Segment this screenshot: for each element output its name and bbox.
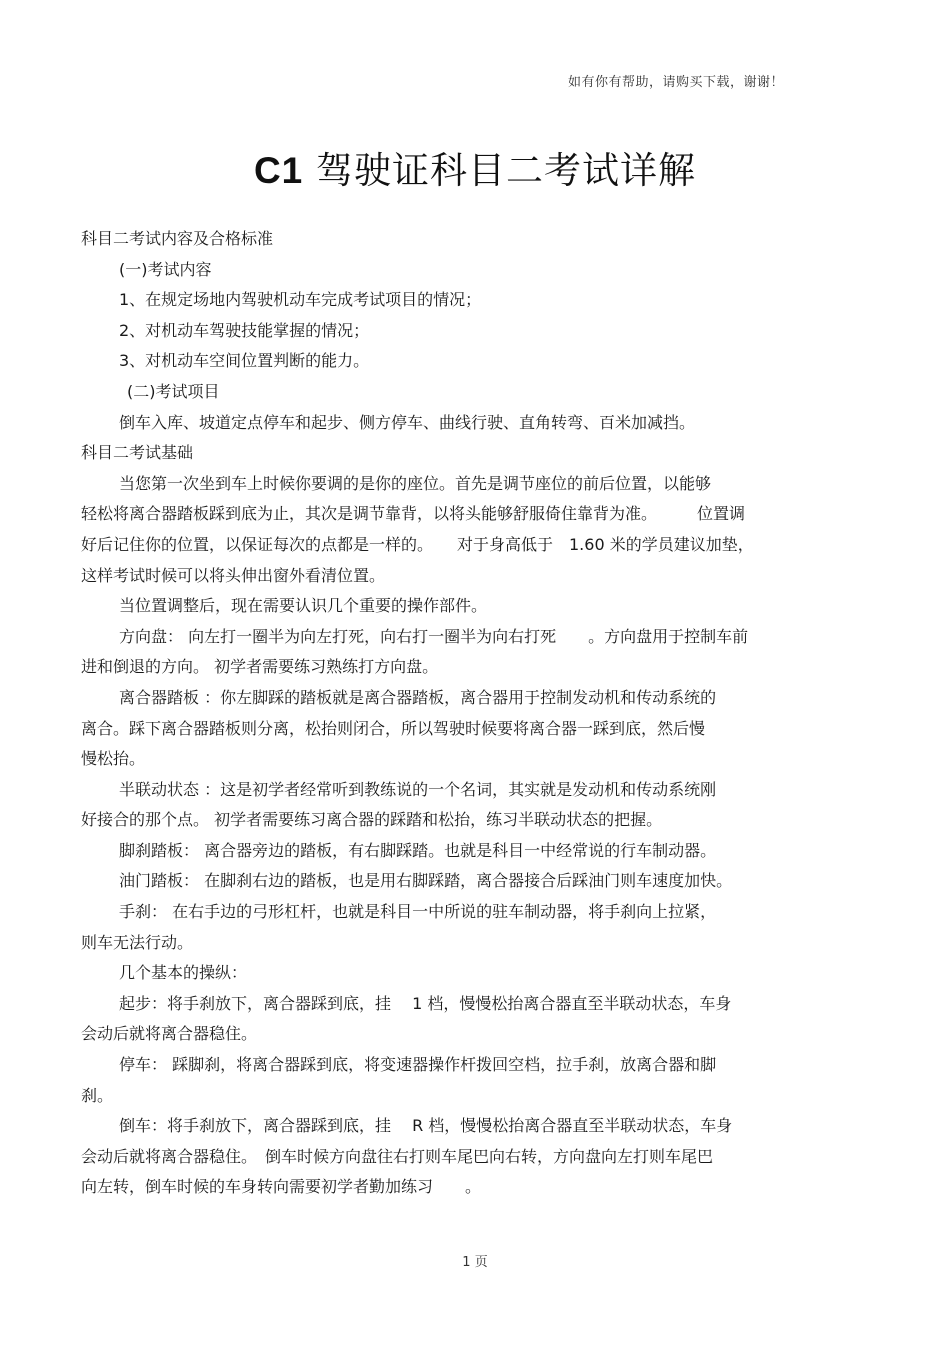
title-text: 驾驶证科目二考试详解 bbox=[303, 149, 697, 192]
text-line: 进和倒退的方向。 初学者需要练习熟练打方向盘。 bbox=[81, 657, 439, 677]
header-note: 如有你有帮助，请购买下载，谢谢！ bbox=[568, 75, 785, 90]
text-line: 会动后就将离合器稳住。 bbox=[81, 1024, 258, 1044]
page-number: 1 页 bbox=[462, 1255, 488, 1270]
document-body bbox=[81, 224, 841, 1203]
text-line: 脚刹踏板： 离合器旁边的踏板，有右脚踩踏。也就是科目一中经常说的行车制动器。 bbox=[119, 840, 717, 860]
text-line: 这样考试时候可以将头伸出窗外看清位置。 bbox=[81, 565, 386, 585]
text-line: 则车无法行动。 bbox=[81, 932, 194, 952]
text-line: 会动后就将离合器稳住。 倒车时候方向盘往右打则车尾巴向右转，方向盘向左打则车尾巴 bbox=[81, 1146, 714, 1166]
text-line: 离合器踏板 ：你左脚踩的踏板就是离合器踏板，离合器用于控制发动机和传动系统的 bbox=[119, 687, 717, 707]
text-line: 倒车：将手刹放下，离合器踩到底，挂 R 档，慢慢松抬离合器直至半联动状态，车身 bbox=[119, 1116, 733, 1136]
text-line: (二)考试项目 bbox=[127, 381, 220, 401]
text-line: 2、对机动车驾驶技能掌握的情况； bbox=[119, 320, 370, 340]
text-line: 刹。 bbox=[81, 1085, 114, 1105]
text-line: (一)考试内容 bbox=[119, 259, 212, 279]
text-line: 慢松抬。 bbox=[81, 749, 146, 769]
text-line: 停车： 踩脚刹，将离合器踩到底，将变速器操作杆拨回空档，拉手刹，放离合器和脚 bbox=[119, 1055, 717, 1075]
text-line: 好接合的那个点。 初学者需要练习离合器的踩踏和松抬，练习半联动状态的把握。 bbox=[81, 810, 663, 830]
text-line: 3、对机动车空间位置判断的能力。 bbox=[119, 351, 370, 371]
text-line: 好后记住你的位置，以保证每次的点都是一样的。 对于身高低于 1.60 米的学员建议加垫， bbox=[81, 534, 754, 554]
text-line: 油门踏板： 在脚刹右边的踏板，也是用右脚踩踏，离合器接合后踩油门则车速度加快。 bbox=[119, 871, 733, 891]
text-line: 手刹： 在右手边的弓形杠杆，也就是科目一中所说的驻车制动器，将手刹向上拉紧， bbox=[119, 902, 717, 922]
text-line: 几个基本的操纵： bbox=[119, 963, 248, 983]
text-line: 向左转，倒车时候的车身转向需要初学者勤加练习 。 bbox=[81, 1177, 482, 1197]
text-line: 方向盘： 向左打一圈半为向左打死，向右打一圈半为向右打死 。方向盘用于控制车前 bbox=[119, 626, 749, 646]
text-line: 半联动状态 ：这是初学者经常听到教练说的一个名词，其实就是发动机和传动系统刚 bbox=[119, 779, 717, 799]
text-line: 轻松将离合器踏板踩到底为止，其次是调节靠背，以将头能够舒服倚住靠背为准。 位置调 bbox=[81, 504, 746, 524]
document-title bbox=[0, 140, 950, 194]
text-line: 1、在规定场地内驾驶机动车完成考试项目的情况； bbox=[119, 290, 482, 310]
text-line: 科目二考试基础 bbox=[81, 443, 194, 463]
text-line: 科目二考试内容及合格标准 bbox=[81, 229, 274, 248]
text-line: 起步：将手刹放下，离合器踩到底，挂 1 档，慢慢松抬离合器直至半联动状态，车身 bbox=[119, 993, 732, 1013]
text-line: 当位置调整后，现在需要认识几个重要的操作部件。 bbox=[119, 596, 488, 616]
text-line: 离合。踩下离合器踏板则分离，松抬则闭合，所以驾驶时候要将离合器一踩到底，然后慢 bbox=[81, 718, 706, 738]
text-line: 倒车入库、坡道定点停车和起步、侧方停车、曲线行驶、直角转弯、百米加减挡。 bbox=[119, 412, 696, 432]
title-license-class: C1 bbox=[253, 150, 304, 191]
text-line: 当您第一次坐到车上时候你要调的是你的座位。首先是调节座位的前后位置，以能够 bbox=[119, 473, 712, 493]
